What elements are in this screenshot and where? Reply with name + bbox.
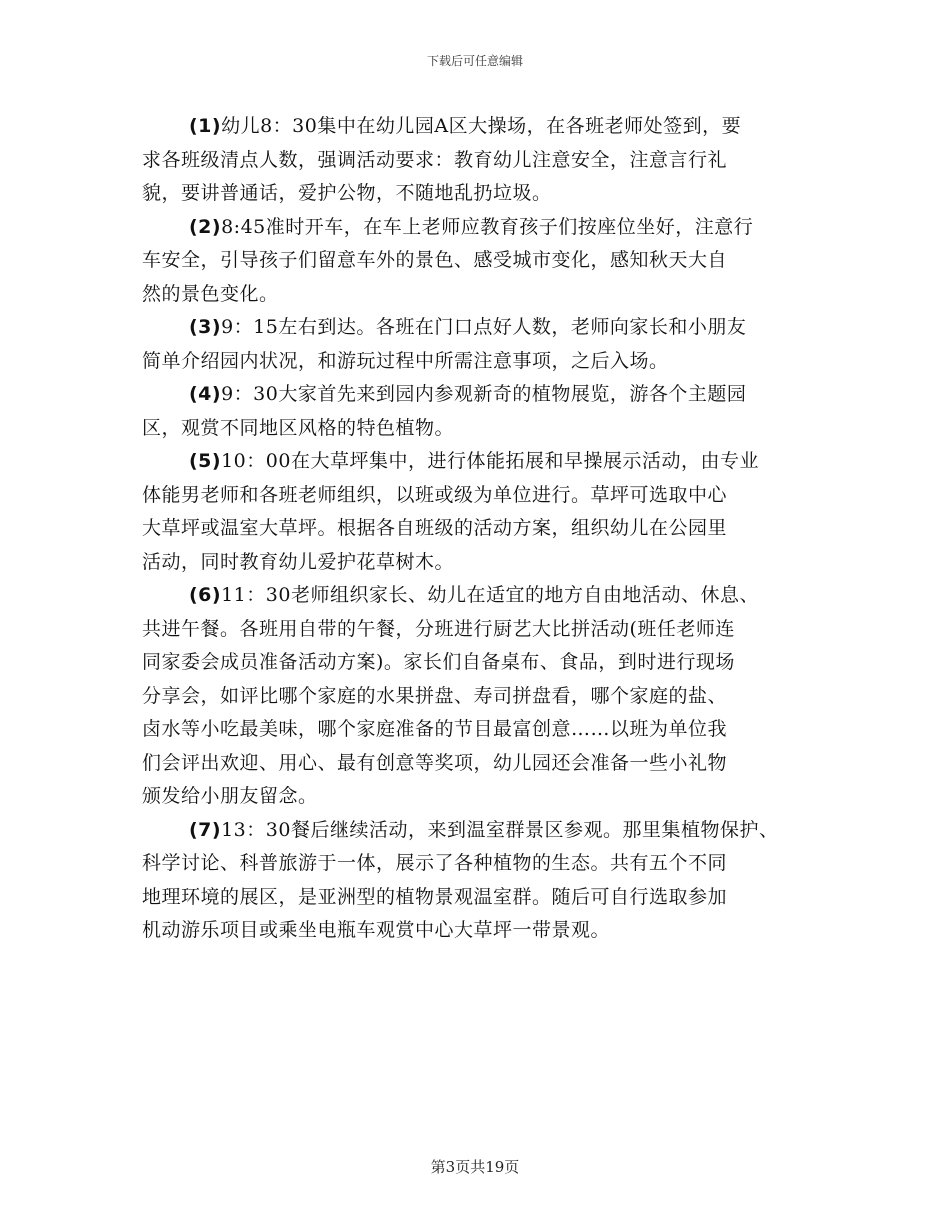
paragraph-line: 10：00在大草坪集中，进行体能拓展和早操展示活动，由专业 [221,450,759,472]
paragraph-2 [142,211,842,312]
paragraph-4 [142,378,842,445]
paragraph-line: 车安全，引导孩子们留意车外的景色、感受城市变化，感知秋天大自 [142,249,728,271]
paragraph-line: 区，观赏不同地区风格的特色植物。 [142,416,455,439]
paragraph-number: (2) [189,215,222,238]
document-body [142,110,842,948]
paragraph-line: 求各班级清点人数，强调活动要求：教育幼儿注意安全，注意言行礼 [142,148,728,171]
paragraph-7 [142,814,842,948]
paragraph-line: 体能男老师和各班老师组织，以班或级为单位进行。草坪可选取中心 [142,483,728,506]
paragraph-number: (1) [189,115,222,137]
paragraph-line: 卤水等小吃最美味，哪个家庭准备的节目最富创意……以班为单位我 [142,718,728,740]
paragraph-number: (7) [189,818,222,841]
paragraph-line: 同家委会成员准备活动方案)。家长们自备桌布、食品，到时进行现场 [142,651,735,673]
paragraph-line: 11：30老师组织家长、幼儿在适宜的地方自由地活动、休息、 [221,584,759,606]
paragraph-line: 8:45准时开车，在车上老师应教育孩子们按座位坐好，注意行 [221,215,754,238]
paragraph-6 [142,579,842,814]
paragraph-line: 幼儿8：30集中在幼儿园A区大操场，在各班老师处签到，要 [221,115,742,137]
paragraph-number: (5) [189,450,222,472]
paragraph-line: 们会评出欢迎、用心、最有创意等奖项，幼儿园还会准备一些小礼物 [142,751,728,774]
paragraph-number: (3) [189,316,222,338]
page-number: 第3页共19页 [430,1158,520,1176]
paragraph-line: 然的景色变化。 [142,282,279,305]
paragraph-line: 13：30餐后继续活动，来到温室群景区参观。那里集植物保护、 [221,818,779,841]
paragraph-line: 机动游乐项目或乘坐电瓶车观赏中心大草坪一带景观。 [142,919,611,941]
paragraph-number: (6) [189,584,222,606]
paragraph-line: 9：30大家首先来到园内参观新奇的植物展览，游各个主题园 [221,383,747,405]
paragraph-number: (4) [189,383,222,405]
paragraph-1 [142,110,842,211]
paragraph-line: 貌，要讲普通话，爱护公物，不随地乱扔垃圾。 [142,182,552,204]
paragraph-line: 颁发给小朋友留念。 [142,785,318,807]
paragraph-line: 大草坪或温室大草坪。根据各自班级的活动方案，组织幼儿在公园里 [142,517,728,539]
paragraph-5 [142,445,842,579]
paragraph-line: 简单介绍园内状况，和游玩过程中所需注意事项，之后入场。 [142,349,669,372]
paragraph-line: 地理环境的展区，是亚洲型的植物景观温室群。随后可自行选取参加 [142,885,728,908]
paragraph-line: 分享会，如评比哪个家庭的水果拼盘、寿司拼盘看，哪个家庭的盐、 [142,684,728,707]
paragraph-line: 9：15左右到达。各班在门口点好人数，老师向家长和小朋友 [221,316,747,338]
paragraph-line: 科学讨论、科普旅游于一体，展示了各种植物的生态。共有五个不同 [142,852,728,874]
paragraph-3 [142,311,842,378]
paragraph-line: 活动，同时教育幼儿爱护花草树木。 [142,550,455,573]
paragraph-line: 共进午餐。各班用自带的午餐，分班进行厨艺大比拼活动(班任老师连 [142,617,735,640]
download-note: 下载后可任意编辑 [426,54,523,68]
